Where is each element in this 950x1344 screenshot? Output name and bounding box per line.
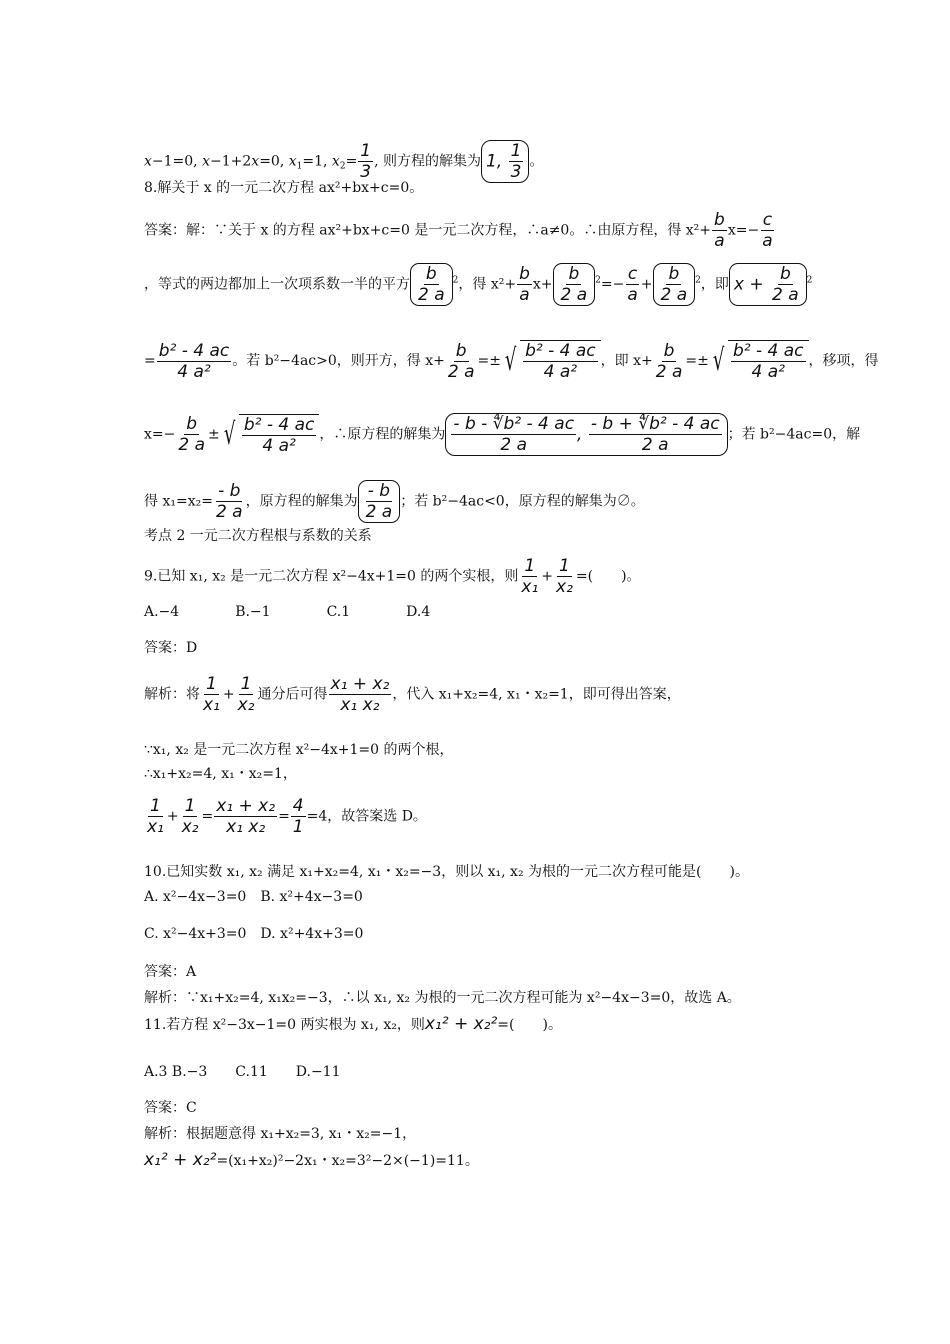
analysis-11-line2: x₁² + x₂²=(x₁+x₂)²−2x₁・x₂=3²−2×(−1)=11。	[144, 1150, 479, 1170]
answer-8-line1: 答案：解：∵关于 x 的方程 ax²+bx+c=0 是一元二次方程，∴a≠0。∴由原方程，得 x²+ $\frac{b}{a}$ x=− $\frac{c}{a}$	[144, 210, 773, 251]
analysis-9-line2: ∵x₁, x₂ 是一元二次方程 x²−4x+1=0 的两个根，	[144, 742, 454, 758]
question-10: 10.已知实数 x₁, x₂ 满足 x₁+x₂=4, x₁・x₂=−3，则以 x₁, x₂ 为根的一元二次方程可能是( )。	[144, 864, 749, 880]
kaodian-2-heading: 考点 2 一元二次方程根与系数的关系	[144, 528, 372, 544]
question-11: 11.若方程 x²−3x−1=0 两实根为 x₁, x₂，则x₁² + x₂²=( )。	[144, 1014, 562, 1034]
analysis-11: 解析：根据题意得 x₁+x₂=3, x₁・x₂=−1，	[144, 1126, 417, 1142]
question-9: 9.已知 x₁, x₂ 是一元二次方程 x²−4x+1=0 的两个实根，则 $\frac{1}{\text{x₁}}$ + $\frac{1}{\text{x₂}}$ =( )。	[144, 556, 641, 597]
answer-8-line2: ，等式的两边都加上一次项系数一半的平方 $\frac{b}{2 a}$ $^2$，得 x²+ $\frac{b}{a}$ x+ $\frac{b}{2 a}$ $^2$=− $\frac{c}{a}$ + $\frac{b}{2 a}$ $^2$，即 x + $\frac{b}{2 a}$ $^2$	[144, 264, 813, 305]
analysis-10: 解析：∵x₁+x₂=4, x₁x₂=−3，∴以 x₁, x₂ 为根的一元二次方程可能为 x²−4x−3=0，故选 A。	[144, 990, 741, 1006]
answer-8-line5: 得 x₁=x₂= $\frac{- b}{2 a}$ ，原方程的解集为 $\frac{- b}{2 a}$ ；若 b²−4ac<0，原方程的解集为∅。	[144, 481, 645, 522]
question-9-options: A.−4 B.−1 C.1 D.4	[144, 604, 431, 620]
analysis-9-line3: ∴x₁+x₂=4, x₁・x₂=1，	[144, 766, 297, 782]
answer-8-line4: x=− $\frac{b}{2 a}$ ± √ $\frac{\text{b² - 4 ac}}{\text{4 a²}}$ ，∴原方程的解集为 $\frac{\text{- b - ∜b² - 4 ac}}{2 a}$ , $\frac{\text{- b + ∜b² - 4 ac}}{2 a}$ ；若 b²−4ac=0，解	[144, 414, 861, 456]
answer-8-line3: = $\frac{\text{b² - 4 ac}}{\text{4 a²}}$ 。若 b²−4ac>0，则开方，得 x+ $\frac{b}{2 a}$ =± √ $\frac{\text{b² - 4 ac}}{\text{4 a²}}$ ，即 x+ $\frac{b}{2 a}$ =± √ $\frac{\text{b² - 4 ac}}{\text{4 a²}}$ ，移项，得	[144, 340, 879, 382]
analysis-9-line1: 解析：将 $\frac{1}{\text{x₁}}$ + $\frac{1}{\text{x₂}}$ 通分后可得 $\frac{\text{x₁ + x₂}}{\text{x₁ x₂}}$ ，代入 x₁+x₂=4, x₁・x₂=1，即可得出答案，	[144, 674, 681, 715]
analysis-9-line4: $\frac{1}{\text{x₁}}$ + $\frac{1}{\text{x₂}}$ = $\frac{\text{x₁ + x₂}}{\text{x₁ x₂}}$ = $\frac{4}{1}$ =4，故答案选 D。	[147, 796, 427, 837]
solution-set: 1, $\frac{1}{3}$	[481, 140, 529, 183]
answer-11: 答案：C	[144, 1100, 197, 1116]
question-10-options-cd: C. x²−4x+3=0 D. x²+4x+3=0	[144, 926, 364, 942]
question-8: 8.解关于 x 的一元二次方程 ax²+bx+c=0。	[144, 180, 424, 196]
question-10-options-ab: A. x²−4x−3=0 B. x²+4x−3=0	[144, 889, 363, 905]
line-1: x−1=0, x−1+2x=0, $x_1=1$, $x_2=$ $\frac{1}{3}$ , 则方程的解集为 1, $\frac{1}{3}$ 。	[144, 141, 544, 182]
answer-9: 答案：D	[144, 640, 198, 656]
answer-10: 答案：A	[144, 964, 197, 980]
question-11-options: A.3 B.−3 C.11 D.−11	[144, 1064, 341, 1080]
